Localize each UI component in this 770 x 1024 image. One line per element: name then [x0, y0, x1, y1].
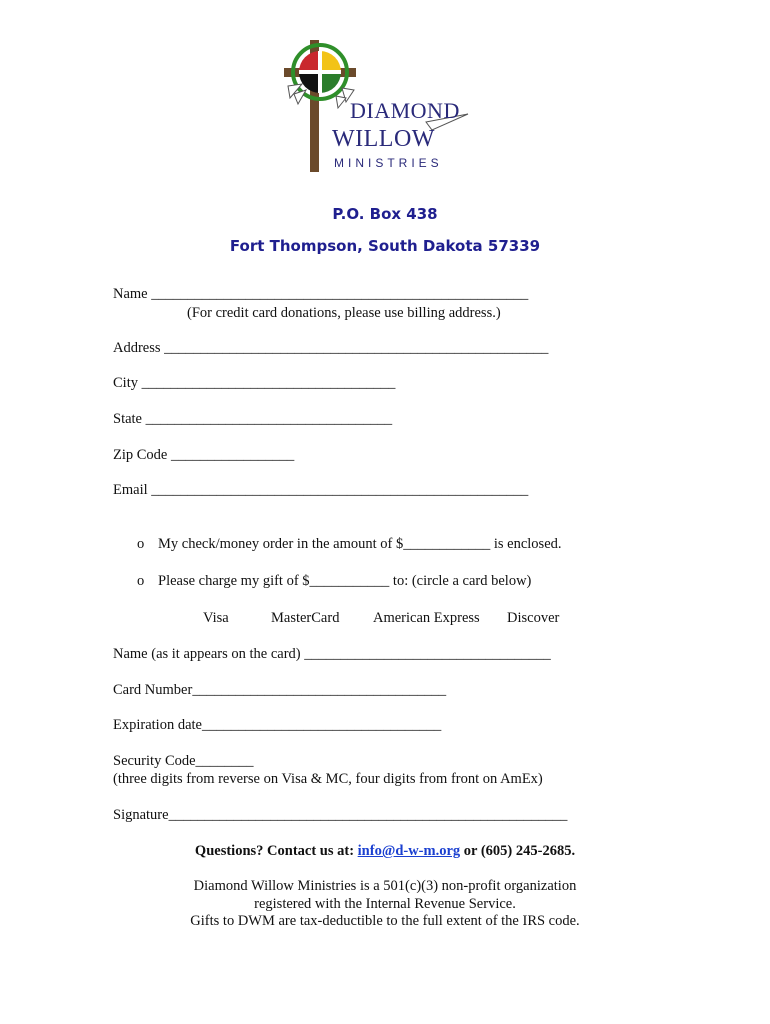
contact-prefix: Questions? Contact us at: [194, 843, 358, 859]
card-american-express[interactable]: American Express [373, 610, 480, 626]
card-number-field[interactable]: Card Number___________________________________ [113, 682, 447, 698]
option-charge-bullet[interactable]: o [137, 573, 145, 589]
address-field[interactable]: Address _____________________________________________________ [113, 340, 549, 356]
state-field[interactable]: State __________________________________ [113, 411, 393, 427]
logo-line2: WILLOW [332, 126, 435, 152]
security-code-field[interactable]: Security Code________ [113, 753, 254, 769]
city-field[interactable]: City ___________________________________ [113, 375, 396, 391]
po-box: P.O. Box 438 [332, 205, 438, 223]
option-charge-text: Please charge my gift of $___________ to: (circle a card below) [158, 573, 532, 589]
option-check-text: My check/money order in the amount of $____________ is enclosed. [158, 536, 562, 552]
city-state-zip: Fort Thompson, South Dakota 57339 [229, 237, 541, 255]
logo-line3: MINISTRIES [334, 156, 443, 170]
medicine-wheel-icon [293, 45, 347, 99]
card-discover[interactable]: Discover [507, 610, 560, 626]
diamond-willow-logo [276, 34, 472, 176]
card-visa[interactable]: Visa [203, 610, 229, 626]
expiration-field[interactable]: Expiration date_________________________________ [113, 717, 442, 733]
footer-line1: Diamond Willow Ministries is a 501(c)(3) non-profit organization [193, 878, 577, 894]
contact-suffix: or (605) 245-2685. [460, 843, 576, 859]
contact-line [0, 843, 770, 860]
card-name-field[interactable]: Name (as it appears on the card) __________________________________ [113, 646, 551, 662]
logo-line1: DIAMOND [350, 98, 460, 123]
footer-line3: Gifts to DWM are tax-deductible to the full extent of the IRS code. [190, 913, 580, 929]
signature-field[interactable]: Signature_______________________________________________________ [113, 807, 568, 823]
card-mastercard[interactable]: MasterCard [271, 610, 340, 626]
name-note: (For credit card donations, please use billing address.) [187, 305, 501, 321]
name-field[interactable]: Name ____________________________________________________ [113, 286, 529, 302]
contact-email-link[interactable]: info@d-w-m.org [357, 843, 461, 859]
security-note: (three digits from reverse on Visa & MC, four digits from front on AmEx) [113, 771, 543, 787]
email-field[interactable]: Email ____________________________________________________ [113, 482, 529, 498]
option-check-bullet[interactable]: o [137, 536, 145, 552]
footer-line2: registered with the Internal Revenue Service. [254, 896, 516, 912]
zip-field[interactable]: Zip Code _________________ [113, 447, 295, 463]
